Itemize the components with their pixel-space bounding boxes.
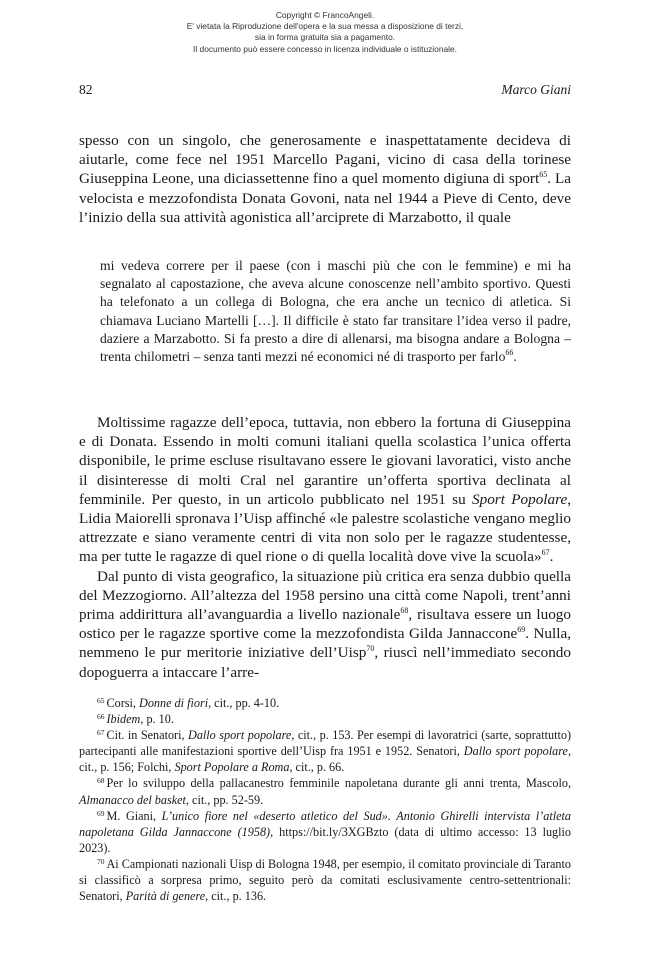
footnote-ref: 67 [541, 548, 550, 558]
text-run: M. Giani, [106, 808, 162, 823]
footnote-ref: 69 [517, 625, 526, 635]
copyright-line: Copyright © FrancoAngeli. [275, 10, 375, 20]
footnote-number: 65 [97, 696, 105, 705]
footnotes [79, 695, 571, 904]
body-text-bottom [79, 413, 571, 682]
italic-title: Sport Popolare a Roma [174, 760, 290, 775]
text-run: Ai Campionati nazionali Uisp di Bologna 1948, per esempio, il comitato provinciale di Taranto si classificò a sorpresa primo, seguito però da comitati esclusivamente centro-settentrionali: Senatori, [79, 856, 571, 904]
footnote-number: 66 [97, 712, 105, 722]
text-run: Dal punto di vista geografico, la situazione più critica era senza dubbio quella del Mezzogiorno. All’altezza del 1958 persino una città come Napoli, trent’anni prima addirittura all’avanguardia a livello nazionale [79, 567, 571, 624]
text-run: mi vedeva correre per il paese (con i maschi più che con le femmine) e mi ha segnalato al capostazione, che aveva alcune conoscenze nell’ambito sportivo. Questi ha telefonato a un collega di Bologna, che era anche un tecnico di atletica. Si chiamava Luciano Martelli […]. Il difficile è stato far transitare l’idea verso il padre, daziere a Marzabotto. Si fa presto a dire di allenarsi, ma bisogna andare a Bologna – trenta chilometri – senza tanti mezzi né economici né di trasporto per farlo [100, 258, 571, 365]
text-run: , cit., p. 153. Per esempi di lavoratrici (sarte, soprattutto) partecipanti alle manifestazioni sportive dell’Uisp fra 1951 e 1952. Senatori, [79, 728, 572, 759]
text-run: , Lidia Maiorelli spronava l’Uisp affinché «le palestre scolastiche vengano meglio attrezzate e siano veramente centri di vita non solo per le ragazze studentesse, ma per tutte le ragazze di quel rione o di quella località dove vive la scuola» [79, 490, 571, 566]
footnote-ref: 70 [366, 644, 375, 654]
text-run: , risultava essere un luogo ostico per le ragazze sportive come la mezzofondista Gilda Jannaccone [79, 606, 571, 643]
page-number: 82 [79, 82, 93, 97]
text-run: , cit., p. 66. [289, 760, 345, 775]
text-run: . La velocista e mezzofondista Donata Govoni, nata nel 1944 a Pieve di Cento, deve l’inizio della sua attività agonistica all’arciprete di Marzabotto, il quale [79, 170, 571, 226]
italic-title: Ibidem [106, 712, 141, 727]
footnote [79, 856, 571, 904]
footnote-ref: 65 [539, 170, 548, 180]
text-run: , riuscì nell’immediato secondo dopoguerra a intaccare l’arre- [79, 644, 571, 681]
italic-title: L’unico fiore nel «deserto atletico del Sud». Antonio Ghirelli intervista l’atleta napoletana Gilda Jannaccone (1958) [79, 808, 571, 839]
footnote-number: 69 [97, 808, 105, 818]
copyright-line: sia in forma gratuita sia a pagamento. [254, 32, 396, 43]
block-quote [100, 257, 571, 366]
text-run: , cit., p. 136. [205, 889, 267, 904]
footnote-ref: 66 [505, 348, 514, 358]
text-run: spesso con un singolo, che generosamente e inaspettatamente decideva di aiutarle, come fece nel 1951 Marcello Pagani, vicino di casa della torinese Giuseppina Leone, una diciassettenne fino a quel momento digiuna di sport [79, 132, 571, 188]
text-run: . Nulla, nemmeno le pur meritorie iniziative dell’Uisp [79, 625, 571, 662]
text-run: , p. 10. [140, 712, 174, 727]
italic-title: Donne di fiori [139, 696, 209, 710]
footnote [79, 727, 571, 775]
text-run: , cit., pp. 52-59. [185, 792, 264, 807]
italic-title: Dallo sport popolare [188, 728, 292, 743]
body-text-top [79, 131, 571, 227]
footnote [79, 695, 571, 711]
italic-title: Parità di genere [125, 889, 206, 904]
footnote [79, 808, 571, 856]
paragraph [79, 131, 571, 227]
running-author: Marco Giani [501, 82, 571, 97]
text-run: . [549, 548, 554, 566]
copyright-line: Il documento può essere concesso in licenza individuale o istituzionale. [193, 43, 457, 54]
footnote-number: 70 [97, 856, 105, 866]
paragraph [79, 567, 571, 682]
paragraph [79, 413, 571, 567]
text-run: , cit., pp. 4-10. [208, 696, 280, 710]
text-run: Per lo sviluppo della pallacanestro femminile napoletana durante gli anni trenta, Mascolo, [106, 776, 571, 791]
footnote-number: 67 [97, 728, 105, 738]
footnote [79, 775, 571, 807]
copyright-notice [0, 10, 650, 55]
text-run: Corsi, [106, 696, 140, 710]
running-header [79, 82, 571, 100]
text-run: . [513, 349, 517, 365]
footnote-number: 68 [97, 776, 105, 786]
italic-title: Almanacco del basket [79, 792, 186, 807]
text-run: Moltissime ragazze dell’epoca, tuttavia, non ebbero la fortuna di Giuseppina e di Donata. Essendo in molti comuni italiani quella scolastica l’unica offerta disponibile, le prime escluse risultavano essere le giovani lavoratici, visto anche il disinteresse di molti Cral nel garantire un’offerta sportiva declinata al femminile. Per questo, in un articolo pubblicato nel 1951 su [79, 414, 571, 508]
footnote-ref: 68 [400, 606, 409, 616]
text-run: , cit., p. 156; Folchi, [79, 744, 572, 775]
text-run: Cit. in Senatori, [106, 728, 189, 743]
text-run: , https://bit.ly/3XGBzto (data di ultimo accesso: 13 luglio 2023). [79, 824, 572, 855]
italic-title: Dallo sport popolare [463, 744, 568, 759]
italic-title: Sport Popolare [472, 490, 568, 508]
footnote [79, 711, 571, 727]
copyright-line: E' vietata la Riproduzione dell'opera e la sua messa a disposizione di terzi, [186, 21, 464, 32]
